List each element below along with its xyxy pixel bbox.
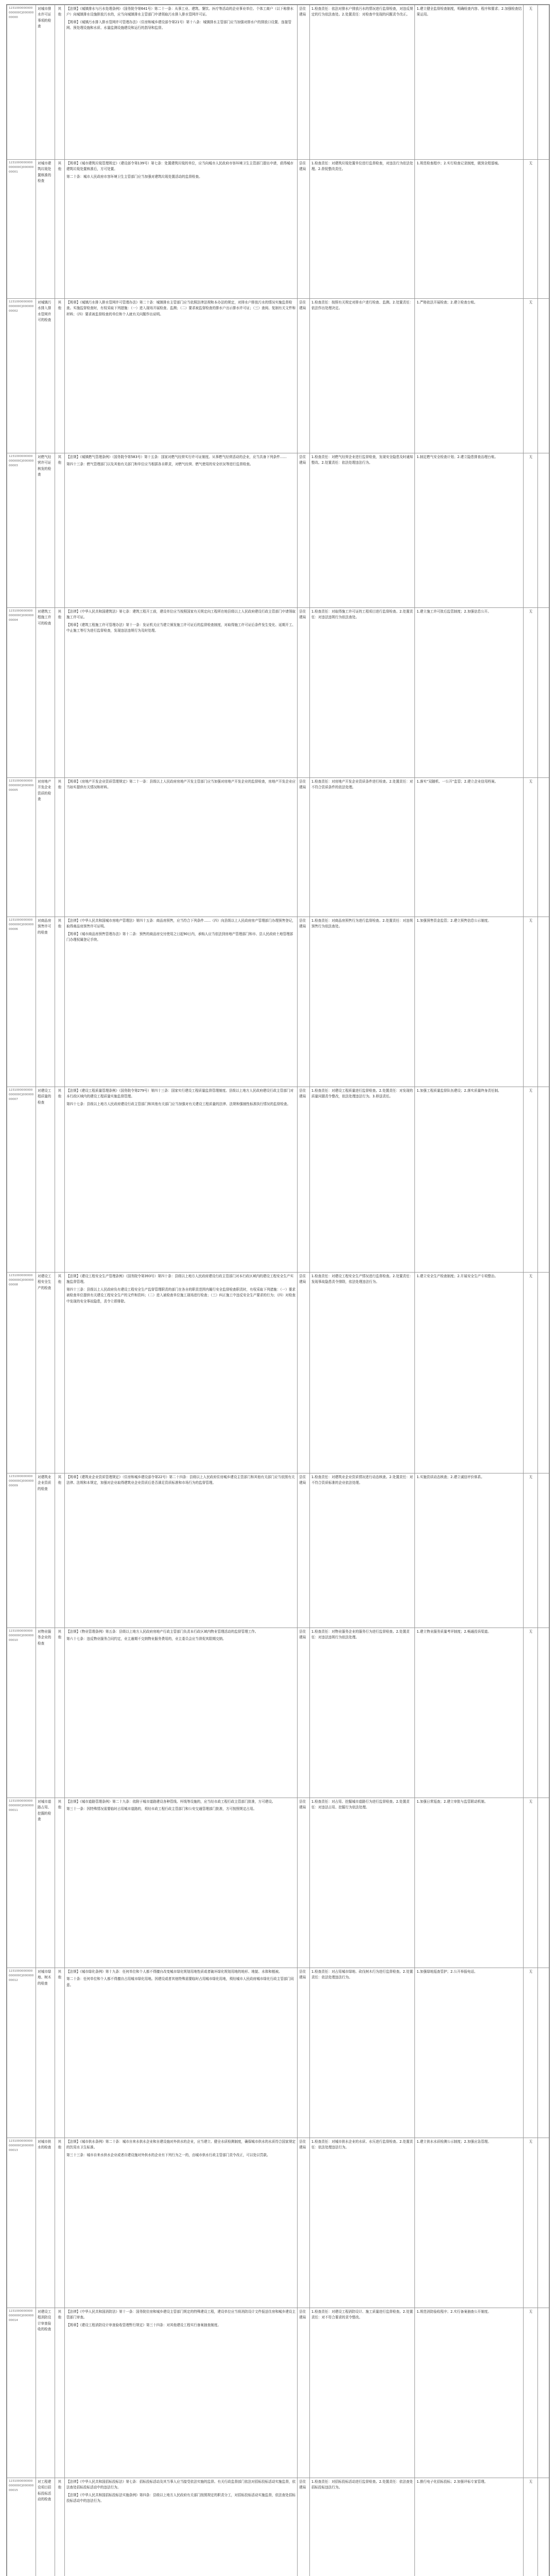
item-measures: 1.加强预售资金监管；2.建立预售信息公示制度。 <box>415 917 524 1087</box>
basis-paragraph: 第二十条：任何单位和个人都不得擅自占用城市绿化用地。因建设或者其他特殊需要临时占用城市绿化用地，须经城市人民政府城市绿化行政主管部门同意。 <box>66 1977 294 1987</box>
item-basis <box>64 2138 297 2308</box>
basis-paragraph: 【法规】《城镇排水与污水处理条例》（国务院令第641号）第二十一条：从事工业、建筑、餐饮、医疗等活动的企业事业单位、个体工商户（以下称排水户）向城镇排水设施排放污水的，应当向城镇排水主管部门申请领取污水排入排水管网许可证。 <box>66 7 294 17</box>
table-row <box>7 160 549 299</box>
basis-paragraph: 【规章】《城镇污水排入排水管网许可管理办法》第二十条：城镇排水主管部门应当依照法律法规和本办法的规定，对排水户排放污水的情况实施监督检查。实施监督检查时，有权采取下列措施：（一）进入现场开展检查、监测；（二）要求被监督检查的排水户出示排水许可证；（三）查阅、复制有关文件和材料；（四）要求被监督检查的单位和个人就有关问题作出说明。 <box>66 300 296 316</box>
item-basis <box>64 160 297 299</box>
table-row <box>7 1273 549 1473</box>
item-note: 无 <box>524 2138 538 2308</box>
item-code: 1231000000000000000CJ00000000011 <box>7 1798 36 1968</box>
item-note: 无 <box>524 453 538 608</box>
item-measures: 1.加强工程质量监督队伍建设；2.落实质量终身责任制。 <box>415 1087 524 1273</box>
item-name: 对城市绿地、树木的检查 <box>36 1968 55 2138</box>
item-code: 1231000000000000000CJ00000000010 <box>7 1628 36 1798</box>
item-note: 无 <box>524 778 538 917</box>
item-code: 1231000000000000000CJ00000000008 <box>7 1273 36 1473</box>
item-basis <box>64 2308 297 2478</box>
basis-paragraph: 【规章】《建筑工程施工许可管理办法》第十一条：发证机关应当建立颁发施工许可证后的监督检查制度，对取得施工许可证后条件发生变化、延期开工、中止施工等行为进行监督检查，发现违法违规行为及时处理。 <box>66 622 296 633</box>
item-type: 其他 <box>55 778 64 917</box>
basis-paragraph: 【法规】《城市道路管理条例》第二十九条：依附于城市道路建设各种管线、杆线等设施的，应当经市政工程行政主管部门批准，方可建设。 <box>66 1800 275 1804</box>
item-note: 无 <box>524 1273 538 1473</box>
basis-paragraph: 【规章】《城镇污水排入排水管网许可管理办法》（住房和城乡建设部令第21号）第十八条：城镇排水主管部门应当加强对排水户的排放口设置、连接管网、预处理设施和水质、水量监测设施建设和运行的指导和监督。 <box>66 20 291 30</box>
item-name: 对物业服务企业的检查 <box>36 1628 55 1798</box>
item-measures: 1.实施资质动态核查；2.建立诚信评价体系。 <box>415 1473 524 1628</box>
item-code: 1231000000000000000CJ00000000014 <box>7 2308 36 2478</box>
item-responsibility: 1.检查责任：对建筑业企业资质情况进行动态核查。2.处置责任：对不符合资质标准的企业依法处理。 <box>309 1473 415 1628</box>
item-basis <box>64 5 297 160</box>
item-measures: 1.加强日常巡查；2.建立审批与监管联动机制。 <box>415 1798 524 1968</box>
item-subject: 县住建局 <box>298 5 310 160</box>
item-note: 无 <box>524 299 538 453</box>
table-row <box>7 1473 549 1628</box>
inspection-table <box>7 5 549 2576</box>
item-code: 1231000000000000000CJ00000000013 <box>7 2138 36 2308</box>
item-basis <box>64 608 297 778</box>
basis-paragraph: 【法律】《中华人民共和国城市房地产管理法》第四十五条：商品房预售，应当符合下列条件……（四）向县级以上人民政府房产管理部门办理预售登记，取得商品房预售许可证明。 <box>66 919 296 929</box>
basis-paragraph: 第四十七条：县级以上地方人民政府建设行政主管部门和其他有关部门应当加强对有关建设工程质量的法律、法规和强制性标准执行情况的监督检查。 <box>66 1101 291 1106</box>
item-measures: 1.推行电子化招标投标；2.加强评标专家管理。 <box>415 2478 524 2576</box>
item-blank <box>538 2138 549 2308</box>
item-type: 其他 <box>55 1628 64 1798</box>
table-row <box>7 5 549 160</box>
item-basis <box>64 917 297 1087</box>
item-responsibility: 1.检查责任：对商品房预售行为进行监督检查。2.处置责任：对违规预售行为依法查处。 <box>309 917 415 1087</box>
item-subject: 县住建局 <box>298 453 310 608</box>
table-row <box>7 1968 549 2138</box>
item-name: 对房地产开发企业资质的检查 <box>36 778 55 917</box>
item-type: 其他 <box>55 917 64 1087</box>
item-note: 无 <box>524 1968 538 2138</box>
item-subject: 县住建局 <box>298 1473 310 1628</box>
item-subject: 县住建局 <box>298 1798 310 1968</box>
basis-paragraph: 【法律】《中华人民共和国招标投标法》第七条：招标投标活动及其当事人应当接受依法实施的监督。有关行政监督部门依法对招标投标活动实施监督，依法查处招标投标活动中的违法行为。 <box>66 2480 296 2490</box>
table-row <box>7 1087 549 1273</box>
item-responsibility: 1.检查责任：对建设工程消防设计、施工质量进行监督检查。2.处置责任：对不符合要求的责令整改。 <box>309 2308 415 2478</box>
item-measures: 1.建立供水水质检测公示制度；2.加强应急管理。 <box>415 2138 524 2308</box>
item-code: 1231000000000000000CJ00000000003 <box>7 453 36 608</box>
item-measures: 1.建立健全监督检查制度，明确检查内容、程序和要求；2.加强检查结果运用。 <box>415 5 524 160</box>
item-type: 其他 <box>55 1798 64 1968</box>
item-type: 其他 <box>55 608 64 778</box>
item-basis <box>64 1087 297 1273</box>
item-type: 其他 <box>55 1968 64 2138</box>
item-measures: 1.制定燃气安全检查计划；2.建立隐患排查治理台账。 <box>415 453 524 608</box>
item-subject: 县住建局 <box>298 778 310 917</box>
item-note: 无 <box>524 5 538 160</box>
item-code: 1231000000000000000CJ00000000009 <box>7 1473 36 1628</box>
item-note: 无 <box>524 1798 538 1968</box>
item-note: 无 <box>524 2308 538 2478</box>
item-blank <box>538 917 549 1087</box>
item-basis <box>64 1798 297 1968</box>
item-type: 其他 <box>55 160 64 299</box>
item-responsibility: 1.检查责任：按照有关规定对排水户进行检查、监测。2.处置责任：依法作出处理决定。 <box>309 299 415 453</box>
item-responsibility: 1.检查责任：依法对排水户排放污水的情况进行监督检查，对违反规定的行为依法查处。2.处置责任：对检查中发现的问题责令改正。 <box>309 5 415 160</box>
basis-paragraph: 【规章】《建设工程消防设计审查验收管理暂行规定》第三十四条：对其他建设工程实行备案抽查制度。 <box>66 2323 221 2327</box>
item-name: 对燃气经营许可证核发的检查 <box>36 453 55 608</box>
table-row <box>7 778 549 917</box>
item-name: 对建设工程消防设计审查验收的检查 <box>36 2308 55 2478</box>
item-note: 无 <box>524 160 538 299</box>
table-row <box>7 2478 549 2576</box>
basis-paragraph: 【法律】《中华人民共和国建筑法》第七条：建筑工程开工前，建设单位应当按照国家有关规定向工程所在地县级以上人民政府建设行政主管部门申请领取施工许可证。 <box>66 609 296 620</box>
item-code: 1231000000000000000CJ00000000007 <box>7 1087 36 1273</box>
item-name: 对工程建设项目招标投标活动的检查 <box>36 2478 55 2576</box>
item-blank <box>538 5 549 160</box>
item-blank <box>538 299 549 453</box>
item-name: 对建筑工程施工许可的检查 <box>36 608 55 778</box>
basis-paragraph: 第二十条：城市人民政府市容环境卫生主管部门应当加强对建筑垃圾处置活动的监督检查。 <box>66 174 202 179</box>
basis-paragraph: 【规章】《城市建筑垃圾管理规定》（建设部令第139号）第七条：处置建筑垃圾的单位，应当向城市人民政府市容环境卫生主管部门提出申请，获得城市建筑垃圾处置核准后，方可处置。 <box>66 161 294 172</box>
table-body <box>7 5 549 2576</box>
item-basis <box>64 2478 297 2576</box>
item-basis <box>64 778 297 917</box>
item-code: 1231000000000000000CJ00000000000 <box>7 5 36 160</box>
basis-paragraph: 第六十七条：违反物业服务合同约定，业主逾期不交纳物业服务费用的，业主委员会应当督促其限期交纳。 <box>66 1637 226 1641</box>
item-subject: 县住建局 <box>298 1628 310 1798</box>
item-responsibility: 1.检查责任：对物业服务企业的服务行为进行监督检查。2.处置责任：对违法违规行为依法处理。 <box>309 1628 415 1798</box>
item-responsibility: 1.检查责任：对建设工程质量进行监督检查。2.处置责任：对发现的质量问题责令整改，依法处理违法行为。3.移送责任。 <box>309 1087 415 1273</box>
item-note: 无 <box>524 1628 538 1798</box>
basis-paragraph: 【法规】《物业管理条例》第五条：县级以上地方人民政府房地产行政主管部门负责本行政区域内物业管理活动的监督管理工作。 <box>66 1630 258 1634</box>
item-measures: 1.严格依法开展检查；2.建立检查台账。 <box>415 299 524 453</box>
basis-paragraph: 【法律】《中华人民共和国消防法》第十一条：国务院住房和城乡建设主管部门规定的特殊建设工程，建设单位应当将消防设计文件报送住房和城乡建设主管部门审查。 <box>66 2310 296 2320</box>
item-name: 对城市排水许可证事项的检查 <box>36 5 55 160</box>
item-type: 其他 <box>55 1273 64 1473</box>
table-row <box>7 1628 549 1798</box>
basis-paragraph: 【法规】《城市绿化条例》第十九条：任何单位和个人都不得擅自改变城市绿化规划用地性质或者破坏绿化规划用地的地形、地貌、水体和植被。 <box>66 1970 282 1974</box>
item-subject: 县住建局 <box>298 2478 310 2576</box>
item-blank <box>538 1087 549 1273</box>
item-name: 对建设工程安全生产的检查 <box>36 1273 55 1473</box>
item-responsibility: 1.检查责任：对建设工程安全生产情况进行监督检查。2.处置责任：发现事故隐患责令排除，依法处理违法行为。 <box>309 1273 415 1473</box>
item-type: 其他 <box>55 2478 64 2576</box>
item-name: 对城市供水的检查 <box>36 2138 55 2308</box>
item-blank <box>538 608 549 778</box>
item-subject: 县住建局 <box>298 160 310 299</box>
item-blank <box>538 1273 549 1473</box>
item-blank <box>538 1798 549 1968</box>
table-row <box>7 2308 549 2478</box>
item-note: 无 <box>524 1473 538 1628</box>
basis-paragraph: 【法规】《中华人民共和国招标投标法实施条例》第四条：县级以上地方人民政府有关部门按照规定的职责分工，对招标投标活动实施监督，依法查处招标投标活动中的违法行为。 <box>66 2493 296 2503</box>
item-responsibility: 1.检查责任：对占用城市绿地、砍伐树木行为进行监督检查。2.处置责任：依法处理违法行为。 <box>309 1968 415 2138</box>
item-subject: 县住建局 <box>298 608 310 778</box>
basis-paragraph: 第三十一条：因特殊情况需要临时占用城市道路的，须经市政工程行政主管部门和公安交通管理部门批准，方可按照规定占用。 <box>66 1807 257 1811</box>
item-basis <box>64 1968 297 2138</box>
item-subject: 县住建局 <box>298 2308 310 2478</box>
basis-paragraph: 【法规】《建设工程质量管理条例》（国务院令第279号）第四十三条：国家实行建设工程质量监督管理制度。县级以上地方人民政府建设行政主管部门对本行政区域内的建设工程质量实施监督管理。 <box>66 1089 294 1099</box>
item-responsibility: 1.检查责任：对招标投标活动进行监督检查。2.处置责任：依法查处招标投标违法行为。 <box>309 2478 415 2576</box>
item-blank <box>538 778 549 917</box>
item-type: 其他 <box>55 453 64 608</box>
item-code: 1231000000000000000CJ00000000004 <box>7 608 36 778</box>
basis-paragraph: 【规章】《房地产开发企业资质管理规定》第二十一条：县级以上人民政府房地产开发主管部门应当加强对房地产开发企业的监督检查，房地产开发企业应当如实提供有关情况和材料。 <box>66 779 296 790</box>
item-blank <box>538 453 549 608</box>
item-measures: 1.建立物业服务质量考评制度；2.畅通投诉渠道。 <box>415 1628 524 1798</box>
item-basis <box>64 1628 297 1798</box>
item-note: 无 <box>524 608 538 778</box>
item-type: 其他 <box>55 1473 64 1628</box>
item-blank <box>538 1473 549 1628</box>
item-subject: 县住建局 <box>298 917 310 1087</box>
item-note: 无 <box>524 1087 538 1273</box>
item-name: 对建筑业企业资质的检查 <box>36 1473 55 1628</box>
item-name: 对城市道路占用、挖掘的检查 <box>36 1798 55 1968</box>
basis-paragraph: 第四十三条：县级以上人民政府负有建设工程安全生产监督管理职责的部门在各自的职责范围内履行安全监督检查职责时，有权采取下列措施：（一）要求被检查单位提供有关建设工程安全生产的文件和资料；（二）进入被检查单位施工现场进行检查；（三）纠正施工中违反安全生产要求的行为；（四）对检查中发现的安全事故隐患，责令立即排除。 <box>66 1287 296 1303</box>
item-code: 1231000000000000000CJ00000000005 <box>7 778 36 917</box>
item-subject: 县住建局 <box>298 1273 310 1473</box>
basis-paragraph: 【法规】《城市供水条例》第二十条：城市自来水供水企业和自建设施对外供水的企业，应当建立、健全水质检测制度，确保城市供水的水质符合国家规定的饮用水卫生标准。 <box>66 2140 296 2150</box>
item-responsibility: 1.检查责任：对燃气经营企业进行监督检查，发现安全隐患及时通知整改。2.处置责任：依法处理违法行为。 <box>309 453 415 608</box>
item-responsibility: 1.检查责任：对建筑垃圾处置单位进行监督检查，对违法行为依法处理。2.督促整改责任。 <box>309 160 415 299</box>
item-code: 1231000000000000000CJ00000000015 <box>7 2478 36 2576</box>
item-responsibility: 1.检查责任：对占用、挖掘城市道路行为进行监督检查。2.处置责任：对违法占用、挖掘行为依法处理。 <box>309 1798 415 1968</box>
item-measures: 1.落实“双随机、一公开”监管；2.建立企业信用档案。 <box>415 778 524 917</box>
item-measures: 1.规范消防验收程序；2.实行备案抽查公开制度。 <box>415 2308 524 2478</box>
table-row <box>7 2138 549 2308</box>
basis-paragraph: 第三十三条：城市自来水供水企业或者自建设施对外供水的企业有下列行为之一的，由城市供水行政主管部门责令改正，可以处以罚款。 <box>66 2153 270 2157</box>
item-measures: 1.建立安全生产检查制度；2.开展安全生产专项整治。 <box>415 1273 524 1473</box>
basis-paragraph: 【法规】《建设工程安全生产管理条例》（国务院令第393号）第四十条：县级以上地方人民政府建设行政主管部门对本行政区域内的建设工程安全生产实施监督管理。 <box>66 1274 294 1284</box>
item-name: 对城镇污水排入排水管网许可的检查 <box>36 299 55 453</box>
item-code: 1231000000000000000CJ00000000002 <box>7 299 36 453</box>
item-subject: 县住建局 <box>298 2138 310 2308</box>
item-type: 其他 <box>55 299 64 453</box>
item-basis <box>64 299 297 453</box>
item-type: 其他 <box>55 5 64 160</box>
item-code: 1231000000000000000CJ00000000012 <box>7 1968 36 2138</box>
table-row <box>7 1798 549 1968</box>
item-code: 1231000000000000000CJ00000000006 <box>7 917 36 1087</box>
document-sheet <box>6 4 550 2576</box>
item-responsibility: 1.检查责任：对取得施工许可证的工程项目进行监督检查。2.处置责任：对违法违规行为依法查处。 <box>309 608 415 778</box>
item-blank <box>538 1628 549 1798</box>
item-responsibility: 1.检查责任：对城市供水企业的水质、水压进行监督检查。2.处置责任：依法处理违法行为。 <box>309 2138 415 2308</box>
item-basis <box>64 1473 297 1628</box>
item-basis <box>64 453 297 608</box>
item-responsibility: 1.检查责任：对房地产开发企业资质条件进行检查。2.处置责任：对不符合资质条件的依法处理。 <box>309 778 415 917</box>
item-measures: 1.规范检查程序；2.实行检查记录制度，做到全程留痕。 <box>415 160 524 299</box>
item-blank <box>538 2308 549 2478</box>
item-blank <box>538 1968 549 2138</box>
table-row <box>7 453 549 608</box>
item-type: 其他 <box>55 2308 64 2478</box>
item-name: 对商品房预售许可的检查 <box>36 917 55 1087</box>
basis-paragraph: 【规章】《城市商品房预售管理办法》第十二条：预售的商品房交付使用之日起90日内，承购人应当依法到房地产管理部门和市、县人民政府土地管理部门办理权属登记手续。 <box>66 931 293 942</box>
item-blank <box>538 2478 549 2576</box>
item-note: 无 <box>524 2478 538 2576</box>
item-basis <box>64 1273 297 1473</box>
item-subject: 县住建局 <box>298 1968 310 2138</box>
item-type: 其他 <box>55 1087 64 1273</box>
table-row <box>7 608 549 778</box>
item-measures: 1.加强绿地巡查管护；2.公开举报电话。 <box>415 1968 524 2138</box>
item-name: 对城市建筑垃圾处置核准的检查 <box>36 160 55 299</box>
item-note: 无 <box>524 917 538 1087</box>
table-row <box>7 917 549 1087</box>
item-type: 其他 <box>55 2138 64 2308</box>
basis-paragraph: 【规章】《建筑业企业资质管理规定》（住房和城乡建设部令第22号）第二十四条：县级以上人民政府住房城乡建设主管部门和其他有关部门应当依照有关法律、法规和本规定，加强对企业取得建筑业企业资质后是否满足资质标准和市场行为的监督管理。 <box>66 1475 295 1485</box>
item-blank <box>538 160 549 299</box>
item-subject: 县住建局 <box>298 299 310 453</box>
item-subject: 县住建局 <box>298 1087 310 1273</box>
item-code: 1231000000000000000CJ00000000001 <box>7 160 36 299</box>
basis-paragraph: 第四十三条：燃气管理部门以及其他有关部门和单位应当根据各自职责，对燃气经营、燃气使用的安全状况等进行监督检查。 <box>66 462 253 467</box>
item-name: 对建设工程质量的检查 <box>36 1087 55 1273</box>
item-measures: 1.建立施工许可批后监管制度；2.加强信息公开。 <box>415 608 524 778</box>
basis-paragraph: 【法规】《城镇燃气管理条例》（国务院令第583号）第十五条：国家对燃气经营实行许可证制度。从事燃气经营活动的企业，应当具备下列条件…… <box>66 455 287 459</box>
table-row <box>7 299 549 453</box>
